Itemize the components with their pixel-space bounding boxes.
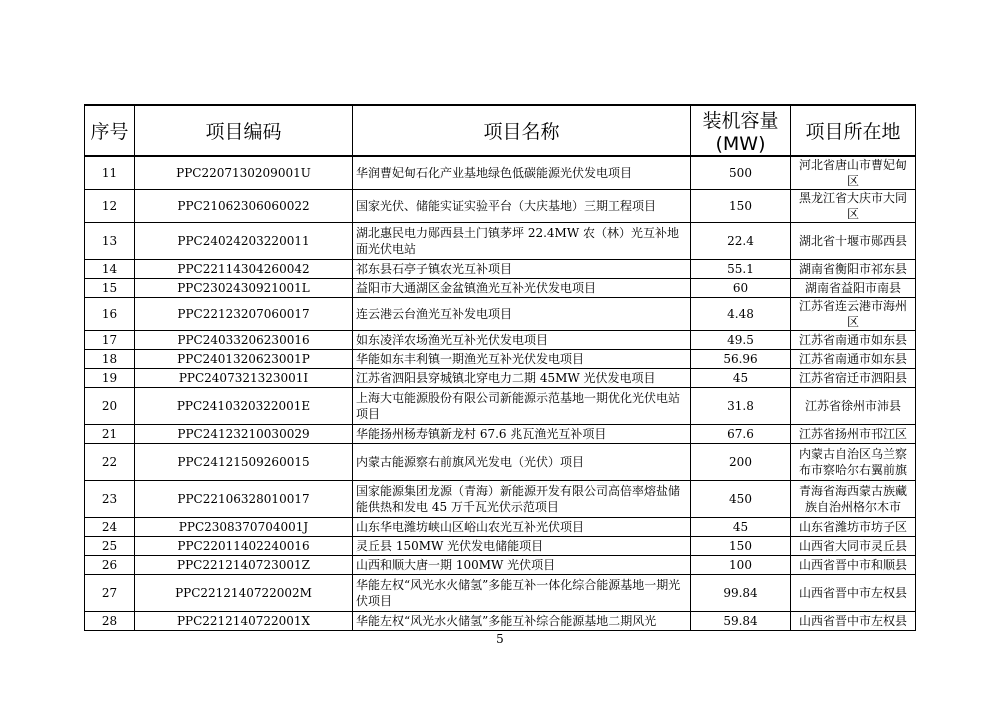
cell-name: 上海大屯能源股份有限公司新能源示范基地一期优化光伏电站项目	[353, 388, 691, 425]
cell-location: 江苏省连云港市海州区	[791, 298, 916, 331]
table-row	[85, 350, 916, 369]
cell-capacity: 49.5	[691, 331, 791, 350]
cell-capacity: 100	[691, 556, 791, 575]
table-row	[85, 444, 916, 481]
table-row	[85, 279, 916, 298]
table-row	[85, 537, 916, 556]
table-row	[85, 260, 916, 279]
cell-code: PPC21062306060022	[135, 190, 353, 223]
cell-no: 19	[85, 369, 135, 388]
cell-no: 27	[85, 575, 135, 612]
header-name: 项目名称	[353, 105, 691, 156]
cell-no: 11	[85, 156, 135, 190]
cell-no: 14	[85, 260, 135, 279]
cell-no: 12	[85, 190, 135, 223]
cell-capacity: 60	[691, 279, 791, 298]
table-row	[85, 223, 916, 260]
cell-capacity: 31.8	[691, 388, 791, 425]
cell-no: 23	[85, 481, 135, 518]
cell-name: 华能左权“风光水火储氢”多能互补一体化综合能源基地一期光伏项目	[353, 575, 691, 612]
cell-code: PPC22114304260042	[135, 260, 353, 279]
cell-no: 25	[85, 537, 135, 556]
cell-location: 山西省晋中市左权县	[791, 612, 916, 631]
cell-capacity: 4.48	[691, 298, 791, 331]
table-row	[85, 425, 916, 444]
cell-code: PPC2401320623001P	[135, 350, 353, 369]
cell-location: 河北省唐山市曹妃甸区	[791, 156, 916, 190]
cell-capacity: 150	[691, 190, 791, 223]
cell-no: 21	[85, 425, 135, 444]
cell-code: PPC2207130209001U	[135, 156, 353, 190]
cell-code: PPC2410320322001E	[135, 388, 353, 425]
cell-code: PPC24121509260015	[135, 444, 353, 481]
cell-capacity: 22.4	[691, 223, 791, 260]
cell-capacity: 500	[691, 156, 791, 190]
cell-name: 江苏省泗阳县穿城镇北穿电力二期 45MW 光伏发电项目	[353, 369, 691, 388]
cell-code: PPC22106328010017	[135, 481, 353, 518]
project-table	[84, 104, 916, 631]
table-row	[85, 575, 916, 612]
header-code: 项目编码	[135, 105, 353, 156]
cell-code: PPC22011402240016	[135, 537, 353, 556]
cell-capacity: 150	[691, 537, 791, 556]
table-row	[85, 331, 916, 350]
table-row	[85, 612, 916, 631]
cell-name: 益阳市大通湖区金盆镇渔光互补光伏发电项目	[353, 279, 691, 298]
cell-capacity: 99.84	[691, 575, 791, 612]
cell-name: 内蒙古能源察右前旗风光发电（光伏）项目	[353, 444, 691, 481]
cell-location: 江苏省扬州市邗江区	[791, 425, 916, 444]
project-table-container	[84, 104, 915, 631]
cell-location: 内蒙古自治区乌兰察布市察哈尔右翼前旗	[791, 444, 916, 481]
cell-location: 山东省潍坊市坊子区	[791, 518, 916, 537]
cell-location: 湖南省衡阳市祁东县	[791, 260, 916, 279]
cell-name: 祁东县石亭子镇农光互补项目	[353, 260, 691, 279]
cell-capacity: 45	[691, 369, 791, 388]
cell-capacity: 45	[691, 518, 791, 537]
cell-code: PPC24033206230016	[135, 331, 353, 350]
cell-name: 连云港云台渔光互补发电项目	[353, 298, 691, 331]
header-no: 序号	[85, 105, 135, 156]
cell-name: 湖北惠民电力郧西县土门镇茅坪 22.4MW 农（林）光互补地面光伏电站	[353, 223, 691, 260]
table-row	[85, 298, 916, 331]
cell-location: 山西省大同市灵丘县	[791, 537, 916, 556]
cell-code: PPC2407321323001I	[135, 369, 353, 388]
cell-location: 江苏省南通市如东县	[791, 350, 916, 369]
table-row	[85, 556, 916, 575]
cell-name: 华能左权“风光水火储氢”多能互补综合能源基地二期风光	[353, 612, 691, 631]
cell-name: 华润曹妃甸石化产业基地绿色低碳能源光伏发电项目	[353, 156, 691, 190]
cell-no: 24	[85, 518, 135, 537]
cell-name: 山西和顺大唐一期 100MW 光伏项目	[353, 556, 691, 575]
table-header-row	[85, 105, 916, 156]
table-row	[85, 369, 916, 388]
cell-code: PPC24024203220011	[135, 223, 353, 260]
cell-location: 青海省海西蒙古族藏族自治州格尔木市	[791, 481, 916, 518]
cell-code: PPC2212140722001X	[135, 612, 353, 631]
cell-code: PPC2308370704001J	[135, 518, 353, 537]
cell-capacity: 200	[691, 444, 791, 481]
cell-name: 华能如东丰利镇一期渔光互补光伏发电项目	[353, 350, 691, 369]
cell-code: PPC22123207060017	[135, 298, 353, 331]
cell-name: 华能扬州杨寿镇新龙村 67.6 兆瓦渔光互补项目	[353, 425, 691, 444]
cell-no: 18	[85, 350, 135, 369]
cell-location: 山西省晋中市左权县	[791, 575, 916, 612]
cell-no: 22	[85, 444, 135, 481]
cell-name: 国家能源集团龙源（青海）新能源开发有限公司高倍率熔盐储能供热和发电 45 万千瓦光伏示范项目	[353, 481, 691, 518]
header-capacity: 装机容量(MW)	[691, 105, 791, 156]
cell-name: 灵丘县 150MW 光伏发电储能项目	[353, 537, 691, 556]
cell-no: 13	[85, 223, 135, 260]
cell-location: 山西省晋中市和顺县	[791, 556, 916, 575]
cell-capacity: 450	[691, 481, 791, 518]
table-row	[85, 388, 916, 425]
cell-location: 湖北省十堰市郧西县	[791, 223, 916, 260]
cell-no: 17	[85, 331, 135, 350]
cell-capacity: 56.96	[691, 350, 791, 369]
cell-no: 20	[85, 388, 135, 425]
cell-capacity: 67.6	[691, 425, 791, 444]
page-number: 5	[496, 632, 504, 646]
table-row	[85, 481, 916, 518]
cell-code: PPC2212140722002M	[135, 575, 353, 612]
cell-name: 国家光伏、储能实证实验平台（大庆基地）三期工程项目	[353, 190, 691, 223]
table-row	[85, 156, 916, 190]
cell-location: 黑龙江省大庆市大同区	[791, 190, 916, 223]
cell-location: 江苏省徐州市沛县	[791, 388, 916, 425]
table-row	[85, 190, 916, 223]
table-body	[85, 156, 916, 631]
cell-location: 江苏省南通市如东县	[791, 331, 916, 350]
cell-location: 江苏省宿迁市泗阳县	[791, 369, 916, 388]
cell-code: PPC2302430921001L	[135, 279, 353, 298]
cell-capacity: 59.84	[691, 612, 791, 631]
cell-capacity: 55.1	[691, 260, 791, 279]
table-row	[85, 518, 916, 537]
cell-name: 如东凌洋农场渔光互补光伏发电项目	[353, 331, 691, 350]
cell-no: 26	[85, 556, 135, 575]
cell-location: 湖南省益阳市南县	[791, 279, 916, 298]
cell-name: 山东华电潍坊峡山区峪山农光互补光伏项目	[353, 518, 691, 537]
cell-no: 15	[85, 279, 135, 298]
header-location: 项目所在地	[791, 105, 916, 156]
cell-no: 16	[85, 298, 135, 331]
cell-code: PPC24123210030029	[135, 425, 353, 444]
cell-code: PPC2212140723001Z	[135, 556, 353, 575]
cell-no: 28	[85, 612, 135, 631]
